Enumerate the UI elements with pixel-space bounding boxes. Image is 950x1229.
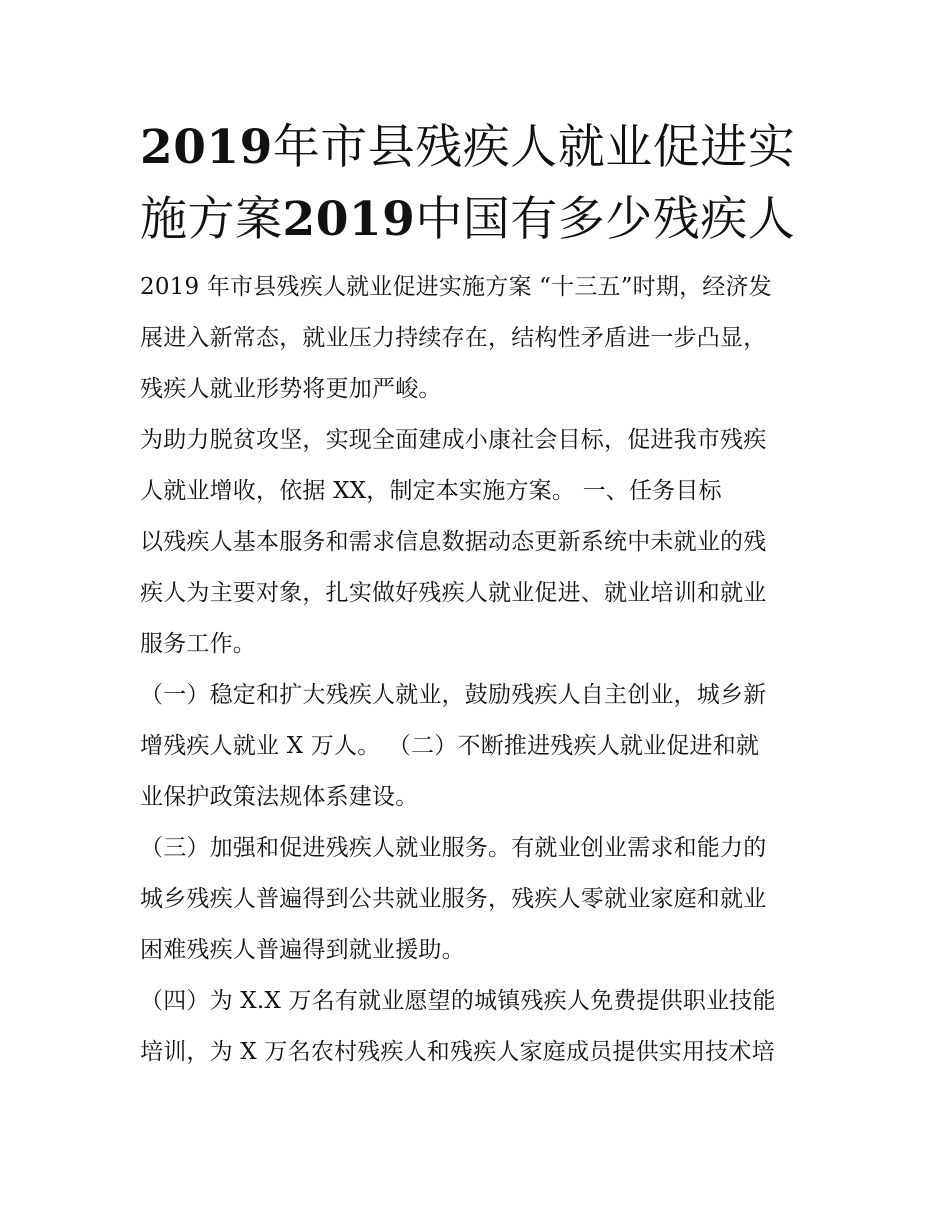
title-year-2: 2019 <box>282 192 416 247</box>
body-line-13: 城乡残疾人普遍得到公共就业服务，残疾人零就业家庭和就业 <box>140 886 767 912</box>
body-line-11: 业保护政策法规体系建设。 <box>140 784 419 810</box>
document-page <box>140 112 812 1078</box>
title-text-2a: 施方案 <box>140 192 283 247</box>
body-line-15: （四）为 X.X 万名有就业愿望的城镇残疾人免费提供职业技能 <box>140 988 776 1014</box>
document-title <box>140 112 812 256</box>
body-line-5: 人就业增收，依据 XX，制定本实施方案。 一、任务目标 <box>140 478 722 504</box>
body-line-3: 残疾人就业形势将更加严峻。 <box>140 376 442 402</box>
body-line-14: 困难残疾人普遍得到就业援助。 <box>140 937 465 963</box>
document-body <box>140 262 812 1078</box>
title-year-1: 2019 <box>140 120 273 175</box>
body-line-1: 2019 年市县残疾人就业促进实施方案 “十三五”时期，经济发 <box>140 274 772 300</box>
body-line-4: 为助力脱贫攻坚，实现全面建成小康社会目标，促进我市残疾 <box>140 427 767 453</box>
body-line-6: 以残疾人基本服务和需求信息数据动态更新系统中未就业的残 <box>140 529 767 555</box>
body-line-7: 疾人为主要对象，扎实做好残疾人就业促进、就业培训和就业 <box>140 580 767 606</box>
body-line-9: （一）稳定和扩大残疾人就业，鼓励残疾人自主创业，城乡新 <box>140 682 767 708</box>
title-line-2 <box>140 184 812 256</box>
body-line-8: 服务工作。 <box>140 631 256 657</box>
body-line-2: 展进入新常态，就业压力持续存在，结构性矛盾进一步凸显， <box>140 325 767 351</box>
body-line-16: 培训，为 X 万名农村残疾人和残疾人家庭成员提供实用技术培 <box>140 1039 775 1065</box>
title-text-2b: 中国有多少残疾人 <box>415 192 796 247</box>
title-text-1: 年市县残疾人就业促进实 <box>272 120 796 175</box>
body-line-12: （三）加强和促进残疾人就业服务。有就业创业需求和能力的 <box>140 835 767 861</box>
title-line-1 <box>140 112 812 184</box>
body-line-10: 增残疾人就业 X 万人。 （二）不断推进残疾人就业促进和就 <box>140 733 760 759</box>
